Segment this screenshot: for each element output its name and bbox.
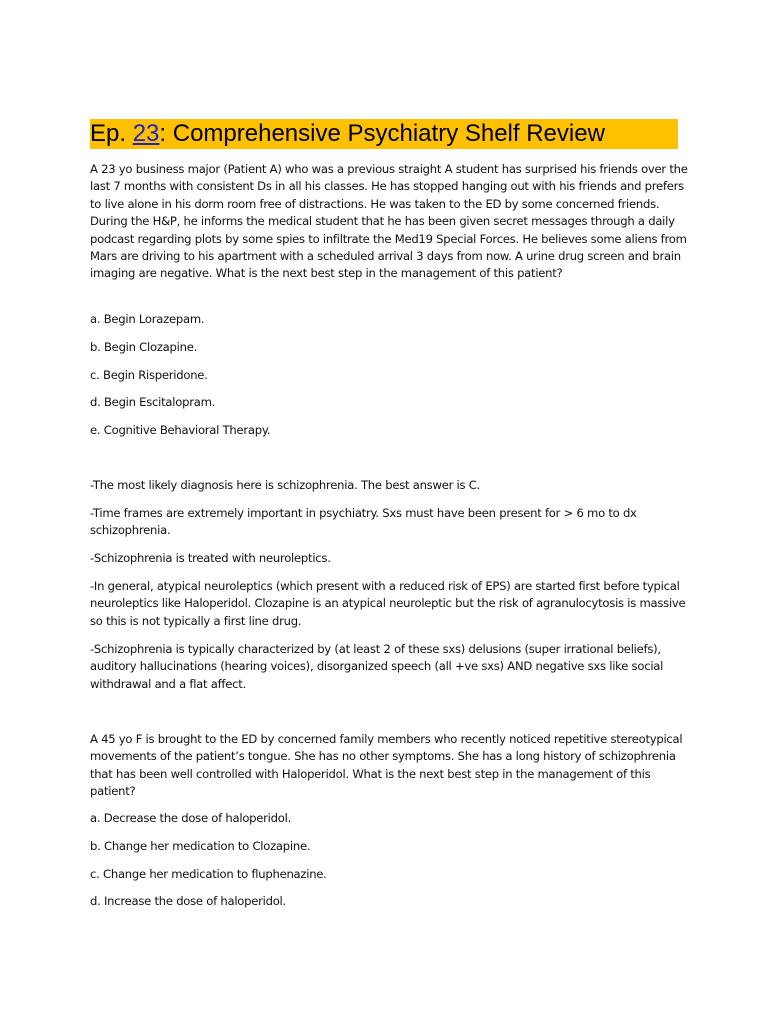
question-2-stem: A 45 yo F is brought to the ED by concerned family members who recently noticed repetitive stereotypical movements of the patient’s tongue. She has no other symptoms. She has a long history of schizophrenia that has been well controlled with Haloperidol. What is the next best step in the management of this patient? (90, 732, 683, 799)
title-prefix: Ep. (90, 120, 133, 147)
explanation-diagnosis: -The most likely diagnosis here is schizophrenia. The best answer is C. (90, 478, 481, 492)
question-2-option-a: a. Decrease the dose of haloperidol. (90, 811, 292, 825)
explanation-characteristics: -Schizophrenia is typically characterized by (at least 2 of these sxs) delusions (super irrational beliefs), auditory hallucinations (hearing voices), disorganized speech (all +ve sxs) AND negative sxs like social withdrawal and a flat affect. (90, 642, 664, 691)
explanation-time-frames: -Time frames are extremely important in psychiatry. Sxs must have been present for > 6 mo to dx schizophrenia. (90, 506, 637, 538)
question-1-stem: A 23 yo business major (Patient A) who was a previous straight A student has surprised his friends over the last 7 months with consistent Ds in all his classes. He has stopped hanging out with his friends and prefers to live alone in his dorm room free of distractions. He was taken to the ED by some concerned friends. During the H&P, he informs the medical student that he has been given secret messages through a daily podcast regarding plots by some spies to infiltrate the Med19 Special Forces. He believes some aliens from Mars are driving to his apartment with a scheduled arrival 3 days from now. A urine drug screen and brain imaging are negative. What is the next best step in the management of this patient? (90, 162, 688, 281)
question-1-option-d: d. Begin Escitalopram. (90, 395, 216, 409)
question-2-option-d: d. Increase the dose of haloperidol. (90, 894, 286, 908)
question-1-option-c: c. Begin Risperidone. (90, 368, 208, 382)
question-1-option-b: b. Begin Clozapine. (90, 340, 198, 354)
page-title (90, 119, 678, 149)
title-rest: : Comprehensive Psychiatry Shelf Review (159, 120, 605, 147)
explanation-treatment: -Schizophrenia is treated with neuroleptics. (90, 551, 331, 565)
question-1-option-e: e. Cognitive Behavioral Therapy. (90, 423, 271, 437)
episode-link[interactable]: 23 (132, 120, 160, 147)
question-2-option-b: b. Change her medication to Clozapine. (90, 839, 311, 853)
explanation-neuroleptics: -In general, atypical neuroleptics (which present with a reduced risk of EPS) are started first before typical neuroleptics like Haloperidol. Clozapine is an atypical neuroleptic but the risk of agranulocytosis is massive so this is not typically a first line drug. (90, 579, 686, 628)
question-2-option-c: c. Change her medication to fluphenazine. (90, 867, 327, 881)
question-1-option-a: a. Begin Lorazepam. (90, 312, 205, 326)
